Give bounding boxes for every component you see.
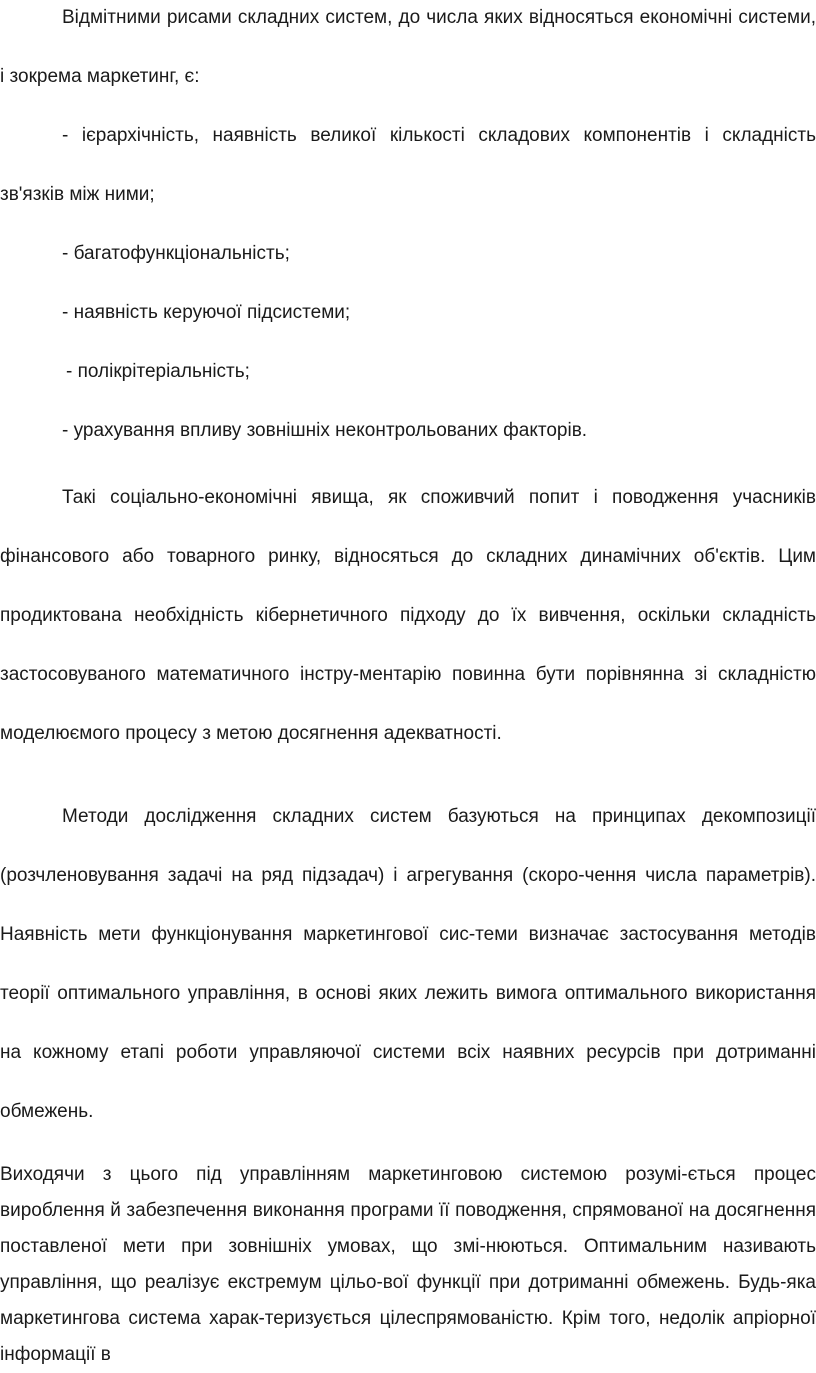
feature-item-multifunctionality: - багатофункціональність;: [62, 243, 290, 264]
feature-item-external-factors: - урахування впливу зовнішніх неконтрольованих факторів.: [62, 420, 588, 441]
methods-paragraph: Методи дослідження складних систем базуються на принципах декомпозиції (розчленовування задачі на ряд підзадач) і агрегування (скоро-чення числа параметрів). Наявність мети функціонування маркетингової сис-теми визначає застосування методів теорії оптимального управління, в основі яких лежить вимога оптимального використання на кожному етапі роботи управляючої системи всіх наявних ресурсів при дотриманні обмежень.: [0, 806, 816, 1122]
dynamics-paragraph: Такі соціально-економічні явища, як споживчий попит і поводження учасників фінансового або товарного ринку, відносяться до складних динамічних об'єктів. Цим продиктована необхідність кібернетичного підходу до їх вивчення, оскільки складність застосовуваного математичного інстру-ментарію повинна бути порівнянна зі складністю моделюємого процесу з метою досягнення адекватності.: [0, 487, 816, 744]
intro-paragraph: Відмітними рисами складних систем, до числа яких відносяться економічні системи, і зокрема маркетинг, є:: [0, 7, 816, 87]
feature-item-multicriteria: - полікрітеріальність;: [66, 361, 250, 382]
management-paragraph: Виходячи з цього під управлінням маркетинговою системою розумі-ється процес вироблення й забезпечення виконання програми її поводження, спрямованої на досягнення поставленої мети при зовнішніх умовах, що змі-нюються. Оптимальним називають управління, що реалізує екстремум цільо-вої функції при дотриманні обмежень. Будь-яка маркетингова система харак-теризується цілеспрямованістю. Крім того, недолік апріорної інформації в: [0, 1164, 816, 1365]
feature-item-control-subsystem: - наявність керуючої підсистеми;: [62, 302, 351, 323]
feature-item-hierarchy: - ієрархічність, наявність великої кількості складових компонентів і складність зв'язків між ними;: [0, 125, 816, 205]
